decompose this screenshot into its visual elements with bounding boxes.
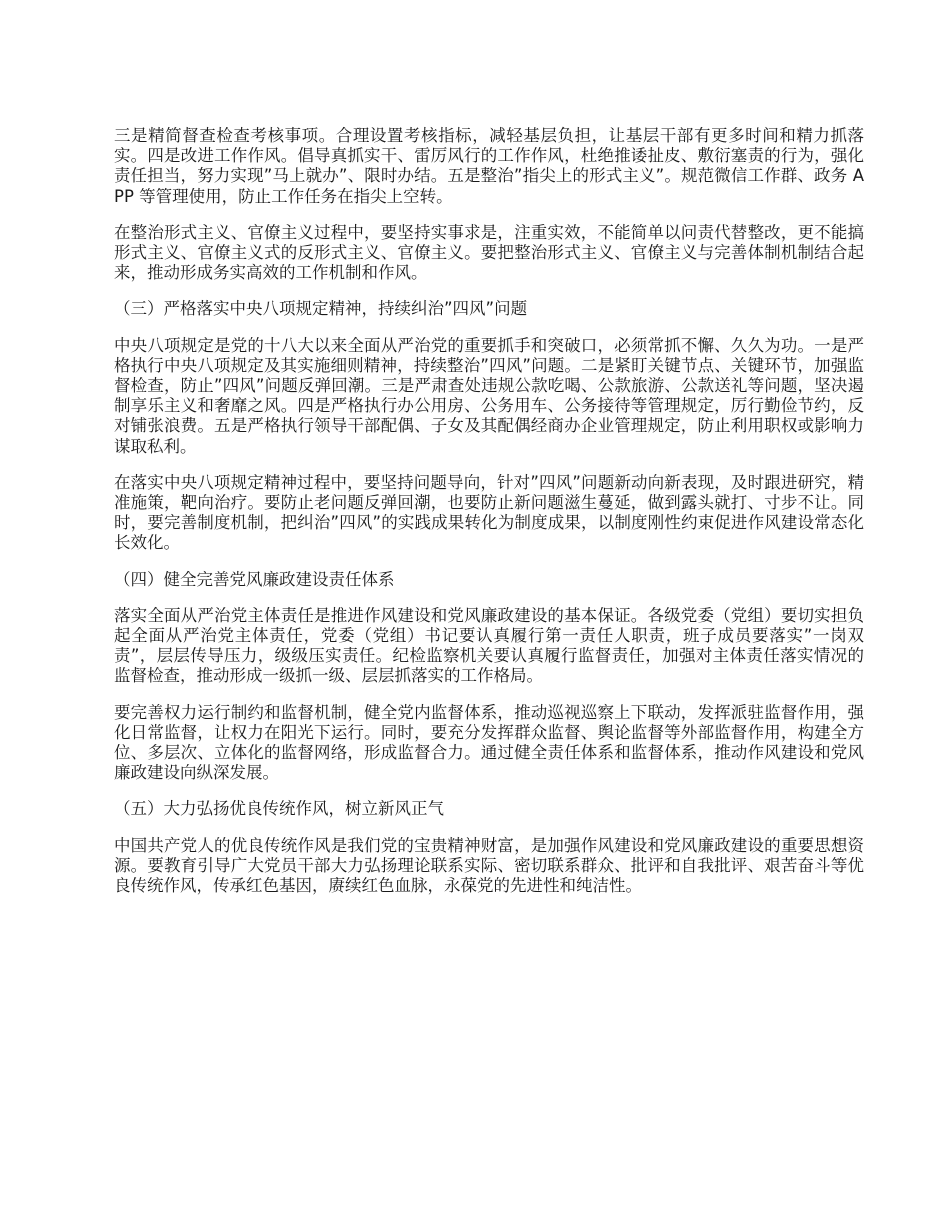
paragraph: 要完善权力运行制约和监督机制，健全党内监督体系，推动巡视巡察上下联动，发挥派驻监督作用，强化日常监督，让权力在阳光下运行。同时，要充分发挥群众监督、舆论监督等外部监督作用，构建全方位、多层次、立体化的监督网络，形成监督合力。通过健全责任体系和监督体系，推动作风建设和党风廉政建设向纵深发展。: [114, 702, 864, 783]
paragraph: 三是精简督查检查考核事项。合理设置考核指标，减轻基层负担，让基层干部有更多时间和精力抓落实。四是改进工作作风。倡导真抓实干、雷厉风行的工作作风，杜绝推诿扯皮、敷衍塞责的行为，强化责任担当，努力实现”马上就办”、限时办结。五是整治”指尖上的形式主义”。规范微信工作群、政务 APP 等管理使用，防止工作任务在指尖上空转。: [114, 126, 864, 206]
section-heading: （四）健全完善党风廉政建设责任体系: [114, 569, 395, 589]
paragraph: 中央八项规定是党的十八大以来全面从严治党的重要抓手和突破口，必须常抓不懈、久久为功。一是严格执行中央八项规定及其实施细则精神，持续整治”四风”问题。二是紧盯关键节点、关键环节，加强监督检查，防止”四风”问题反弹回潮。三是严肃查处违规公款吃喝、公款旅游、公款送礼等问题，坚决遏制享乐主义和奢靡之风。四是严格执行办公用房、公务用车、公务接待等管理规定，厉行勤俭节约，反对铺张浪费。五是严格执行领导干部配偶、子女及其配偶经商办企业管理规定，防止利用职权或影响力谋取私利。: [114, 335, 864, 456]
paragraph: 中国共产党人的优良传统作风是我们党的宝贵精神财富，是加强作风建设和党风廉政建设的重要思想资源。要教育引导广大党员干部大力弘扬理论联系实际、密切联系群众、批评和自我批评、艰苦奋斗等优良传统作风，传承红色基因，赓续红色血脉，永葆党的先进性和纯洁性。: [114, 835, 864, 896]
paragraph: 在落实中央八项规定精神过程中，要坚持问题导向，针对”四风”问题新动向新表现，及时跟进研究，精准施策，靶向治疗。要防止老问题反弹回潮，也要防止新问题滋生蔓延，做到露头就打、寸步不让。同时，要完善制度机制，把纠治”四风”的实践成果转化为制度成果，以制度刚性约束促进作风建设常态化长效化。: [114, 472, 864, 553]
paragraph: 落实全面从严治党主体责任是推进作风建设和党风廉政建设的基本保证。各级党委（党组）要切实担负起全面从严治党主体责任，党委（党组）书记要认真履行第一责任人职责，班子成员要落实”一岗双责”，层层传导压力，级级压实责任。纪检监察机关要认真履行监督责任，加强对主体责任落实情况的监督检查，推动形成一级抓一级、层层抓落实的工作格局。: [114, 605, 864, 686]
document-body: [114, 126, 864, 912]
paragraph: 在整治形式主义、官僚主义过程中，要坚持实事求是，注重实效，不能简单以问责代替整改，更不能搞形式主义、官僚主义式的反形式主义、官僚主义。要把整治形式主义、官僚主义与完善体制机制结合起来，推动形成务实高效的工作机制和作风。: [114, 222, 864, 283]
section-heading: （五）大力弘扬优良传统作风，树立新风正气: [114, 799, 444, 819]
section-heading: （三）严格落实中央八项规定精神，持续纠治”四风”问题: [114, 299, 528, 319]
